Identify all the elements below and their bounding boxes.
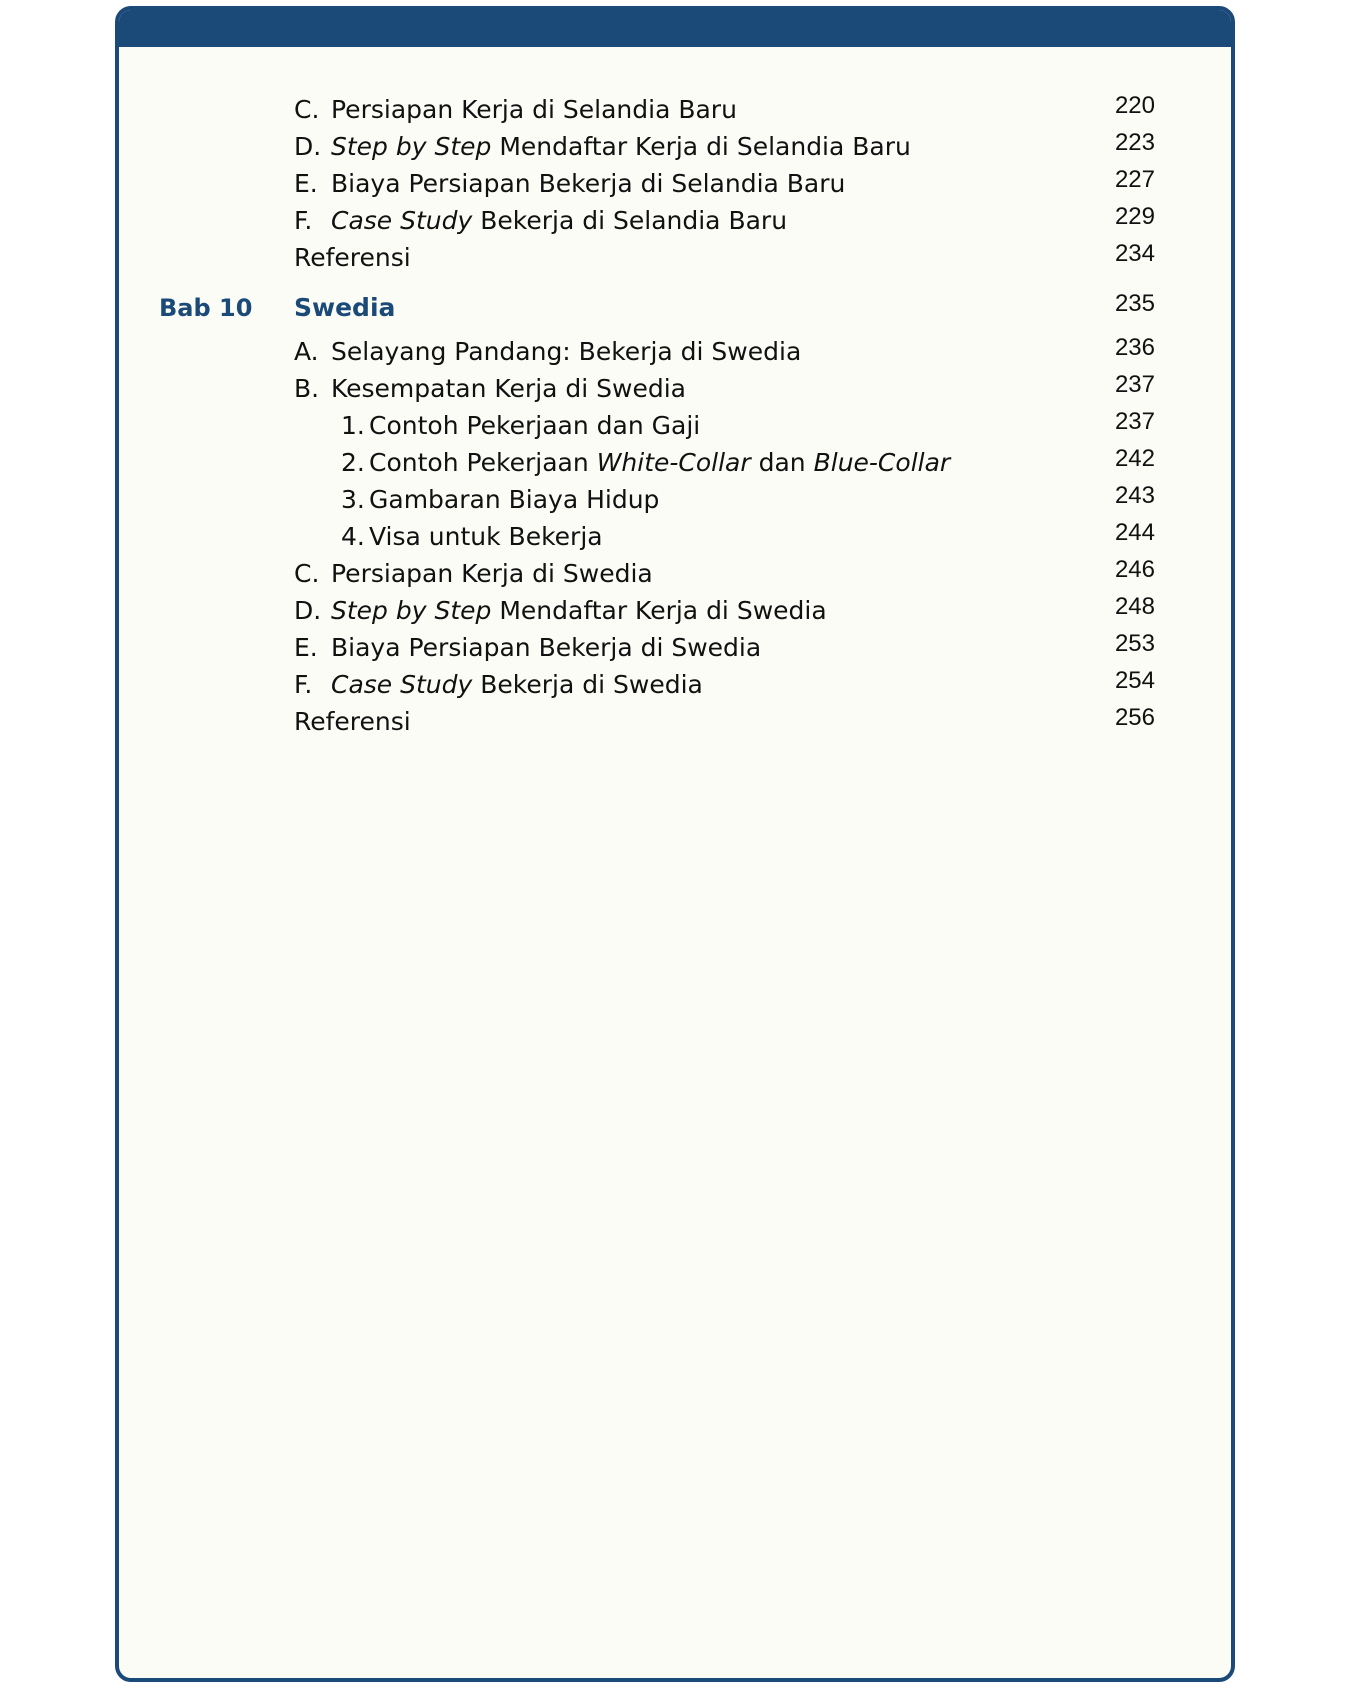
toc-entry[interactable] bbox=[119, 90, 1231, 130]
entry-page-number: 236 bbox=[1114, 334, 1155, 361]
entry-label: D. bbox=[294, 596, 322, 625]
toc-subentry[interactable] bbox=[119, 480, 1231, 520]
toc-entry[interactable] bbox=[119, 201, 1231, 241]
entry-label: E. bbox=[294, 633, 318, 662]
toc-entry[interactable] bbox=[119, 369, 1231, 409]
chapter-title: Swedia bbox=[294, 293, 396, 322]
subentry-label: 3. bbox=[341, 485, 365, 514]
entry-label: D. bbox=[294, 132, 322, 161]
table-of-contents bbox=[119, 10, 1231, 1678]
toc-entry[interactable] bbox=[119, 665, 1231, 705]
entry-title: Referensi bbox=[294, 243, 411, 272]
entry-title: Case Study Bekerja di Selandia Baru bbox=[331, 206, 788, 235]
entry-page-number: 234 bbox=[1114, 240, 1155, 267]
entry-label: F. bbox=[294, 670, 313, 699]
subentry-label: 4. bbox=[341, 522, 365, 551]
toc-entry[interactable] bbox=[119, 554, 1231, 594]
entry-page-number: 235 bbox=[1114, 290, 1155, 317]
toc-entry[interactable] bbox=[119, 628, 1231, 668]
entry-title: Biaya Persiapan Bekerja di Selandia Baru bbox=[331, 169, 846, 198]
toc-chapter-heading[interactable] bbox=[119, 288, 1231, 328]
subentry-title: Contoh Pekerjaan White-Collar dan Blue-Collar bbox=[369, 448, 951, 477]
entry-title: Case Study Bekerja di Swedia bbox=[331, 670, 703, 699]
entry-page-number: 244 bbox=[1114, 519, 1155, 546]
subentry-title: Contoh Pekerjaan dan Gaji bbox=[369, 411, 701, 440]
entry-page-number: 227 bbox=[1114, 166, 1155, 193]
entry-label: F. bbox=[294, 206, 313, 235]
entry-page-number: 253 bbox=[1114, 630, 1155, 657]
entry-page-number: 237 bbox=[1114, 408, 1155, 435]
entry-page-number: 254 bbox=[1114, 667, 1155, 694]
toc-entry-referensi[interactable] bbox=[119, 238, 1231, 278]
entry-title: Referensi bbox=[294, 707, 411, 736]
subentry-title: Visa untuk Bekerja bbox=[369, 522, 603, 551]
entry-page-number: 220 bbox=[1114, 92, 1155, 119]
entry-page-number: 248 bbox=[1114, 593, 1155, 620]
entry-page-number: 237 bbox=[1114, 371, 1155, 398]
toc-entry[interactable] bbox=[119, 332, 1231, 372]
entry-page-number: 246 bbox=[1114, 556, 1155, 583]
entry-label: E. bbox=[294, 169, 318, 198]
entry-label: C. bbox=[294, 95, 320, 124]
page-frame bbox=[115, 6, 1235, 1682]
entry-label: C. bbox=[294, 559, 320, 588]
toc-entry-referensi[interactable] bbox=[119, 702, 1231, 742]
entry-label: B. bbox=[294, 374, 320, 403]
subentry-title: Gambaran Biaya Hidup bbox=[369, 485, 660, 514]
toc-subentry[interactable] bbox=[119, 443, 1231, 483]
entry-title: Step by Step Mendaftar Kerja di Swedia bbox=[331, 596, 827, 625]
entry-title: Selayang Pandang: Bekerja di Swedia bbox=[331, 337, 802, 366]
toc-subentry[interactable] bbox=[119, 517, 1231, 557]
subentry-label: 1. bbox=[341, 411, 365, 440]
subentry-label: 2. bbox=[341, 448, 365, 477]
entry-title: Kesempatan Kerja di Swedia bbox=[331, 374, 687, 403]
entry-title: Persiapan Kerja di Selandia Baru bbox=[331, 95, 737, 124]
entry-page-number: 223 bbox=[1114, 129, 1155, 156]
toc-entry[interactable] bbox=[119, 164, 1231, 204]
entry-label: A. bbox=[294, 337, 319, 366]
entry-title: Step by Step Mendaftar Kerja di Selandia Baru bbox=[331, 132, 911, 161]
toc-entry[interactable] bbox=[119, 591, 1231, 631]
chapter-label: Bab 10 bbox=[159, 294, 253, 322]
entry-title: Biaya Persiapan Bekerja di Swedia bbox=[331, 633, 762, 662]
toc-entry[interactable] bbox=[119, 127, 1231, 167]
entry-page-number: 256 bbox=[1114, 704, 1155, 731]
entry-page-number: 243 bbox=[1114, 482, 1155, 509]
entry-page-number: 229 bbox=[1114, 203, 1155, 230]
entry-page-number: 242 bbox=[1114, 445, 1155, 472]
toc-subentry[interactable] bbox=[119, 406, 1231, 446]
entry-title: Persiapan Kerja di Swedia bbox=[331, 559, 653, 588]
